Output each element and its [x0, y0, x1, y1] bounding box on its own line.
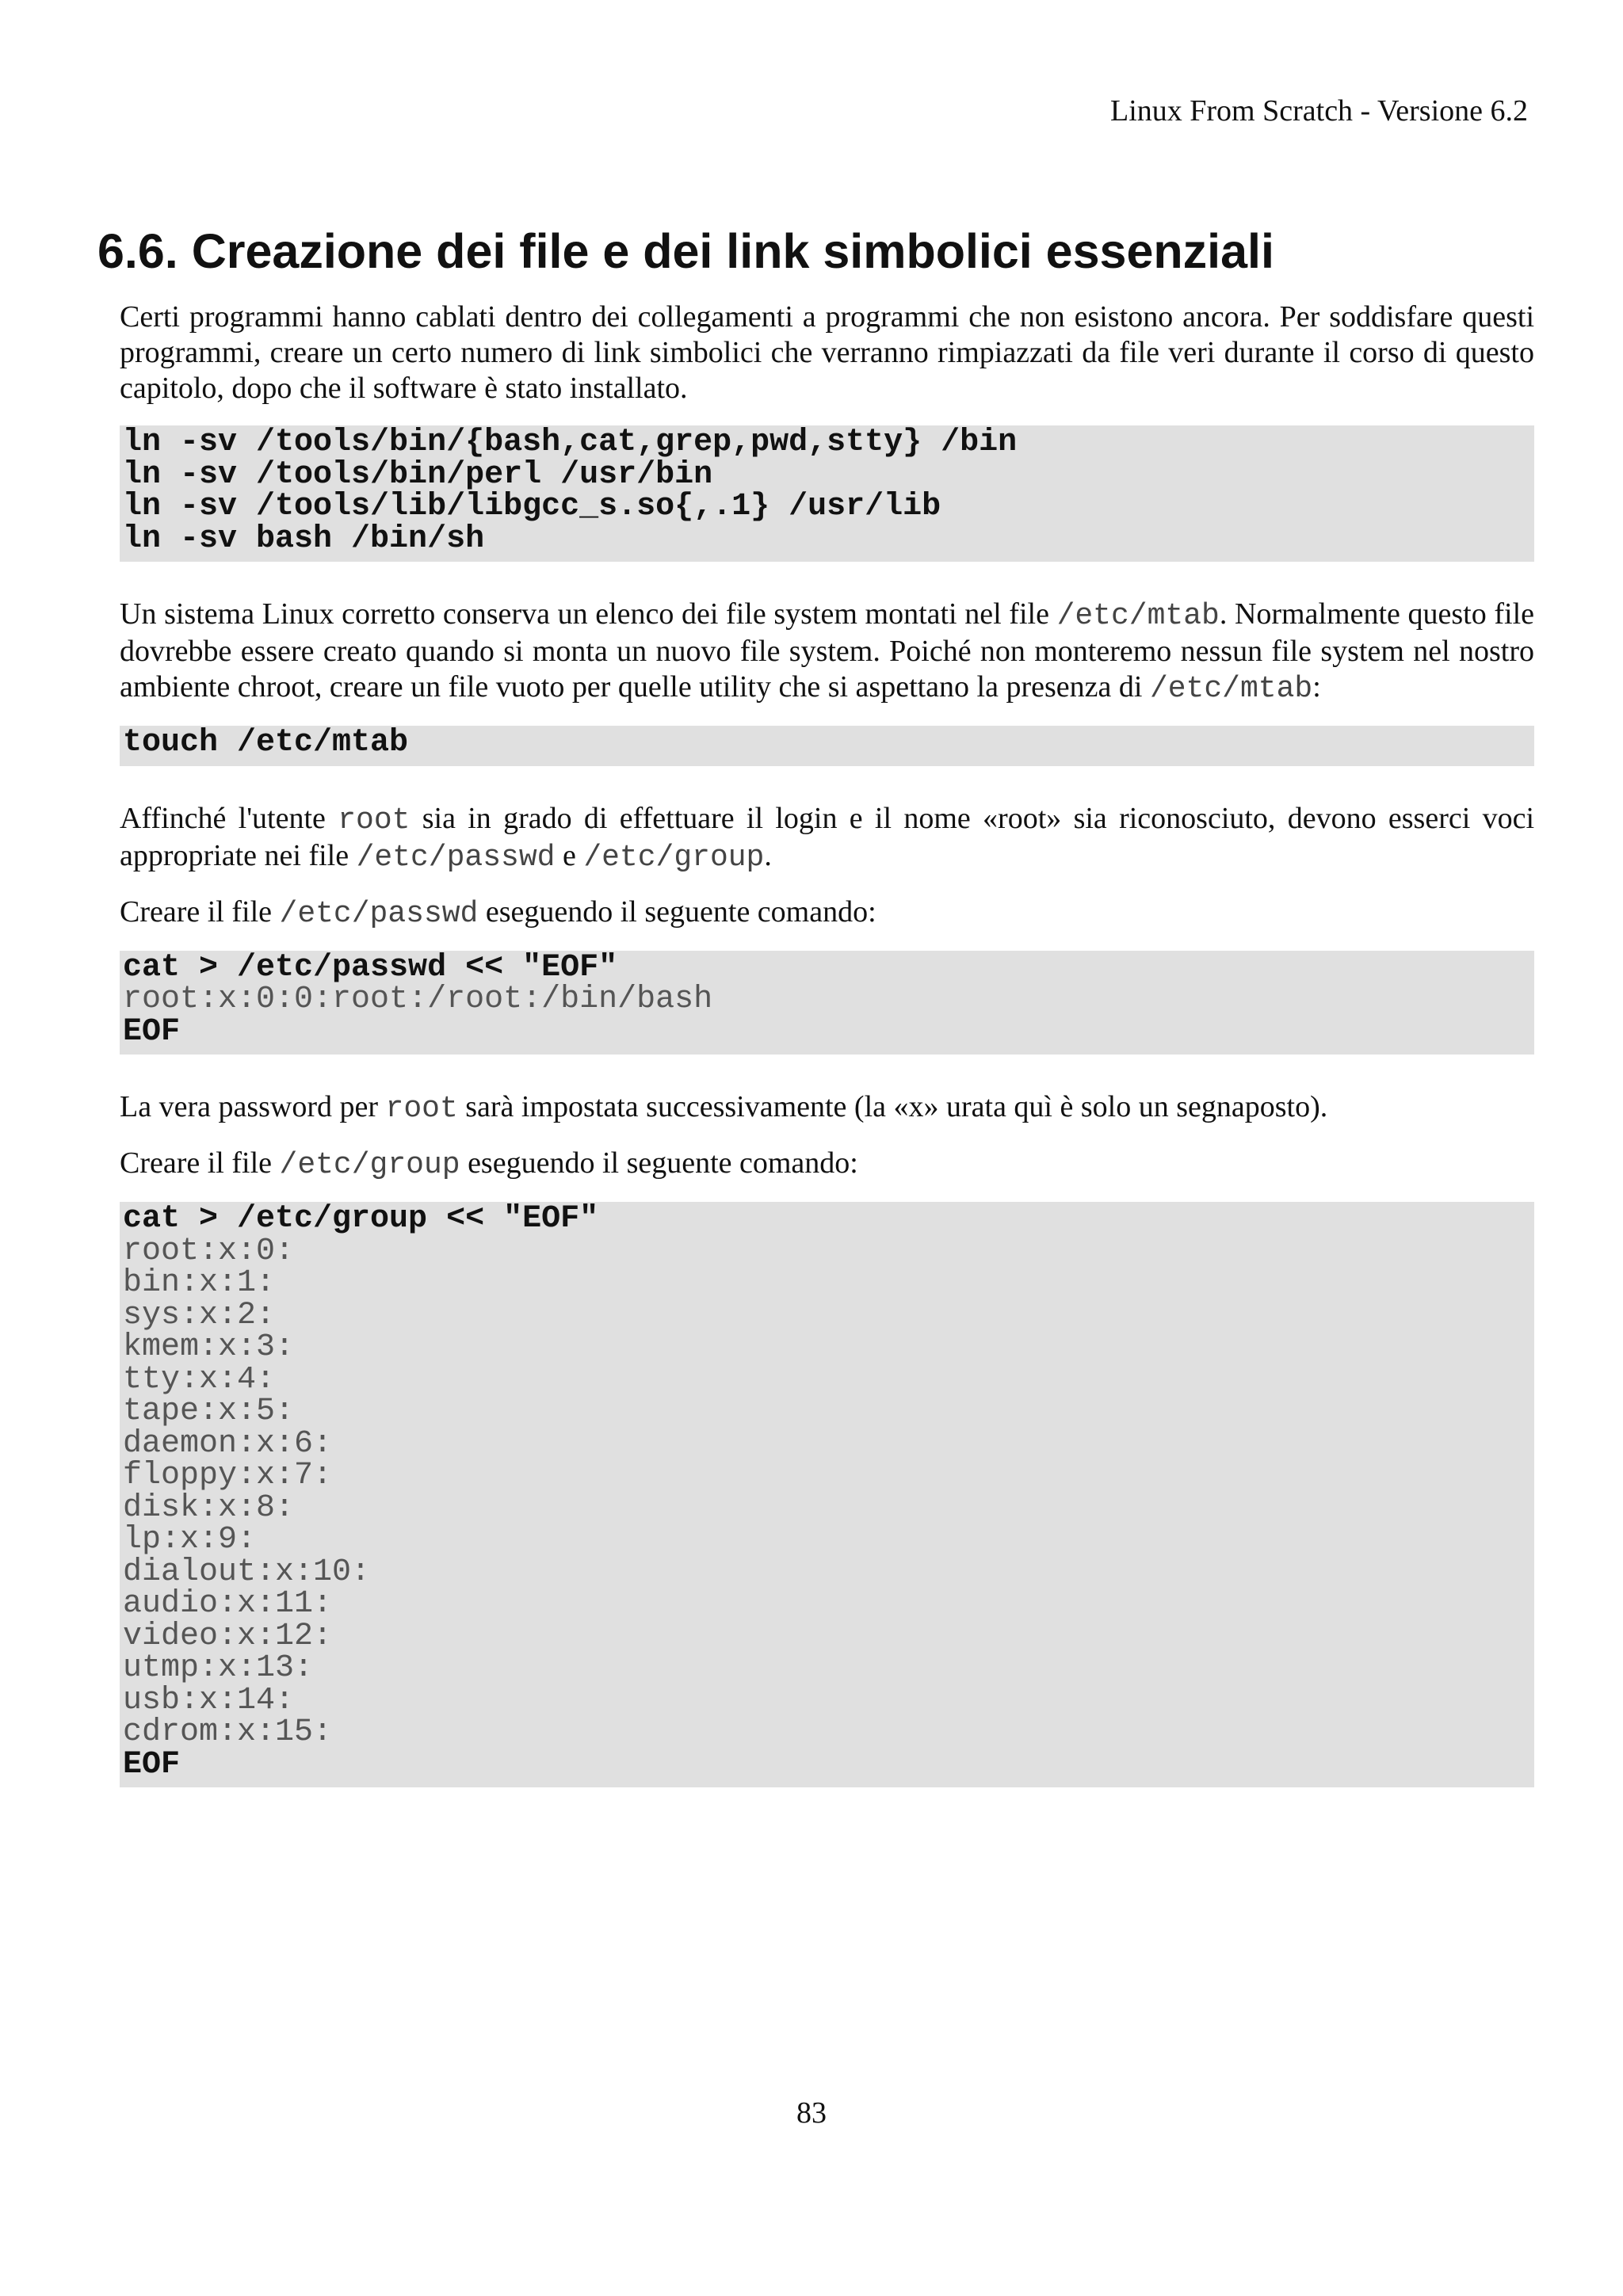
code-line: usb:x:14: [123, 1682, 295, 1718]
text-run: Creare il file [120, 894, 280, 929]
page-number: 83 [796, 2096, 827, 2130]
code-line: ln -sv bash /bin/sh [123, 521, 485, 557]
code-line: root:x:0:0:root:/root:/bin/bash [123, 982, 713, 1017]
code-line: touch /etc/mtab [123, 725, 409, 761]
code-line: sys:x:2: [123, 1297, 276, 1333]
code-line: video:x:12: [123, 1618, 333, 1654]
text-run: Un sistema Linux corretto conserva un elenco dei file system montati nel file [120, 597, 1057, 631]
text-run: La vera password per [120, 1090, 386, 1123]
inline-code: root [385, 1092, 458, 1126]
text-run: sia in grado di effettuare il login e il nome «root» sia riconosciuto, devono esserci voci appropriate nei file [120, 801, 1535, 872]
code-line: cat > /etc/passwd << "EOF" [123, 949, 618, 986]
inline-code: root [338, 803, 411, 837]
code-line: lp:x:9: [123, 1522, 257, 1558]
code-line: cdrom:x:15: [123, 1714, 333, 1750]
inline-code: /etc/mtab [1149, 672, 1313, 706]
code-line: ln -sv /tools/bin/{bash,cat,grep,pwd,stty} /bin [123, 425, 1018, 460]
mtab-paragraph [120, 597, 1534, 707]
code-line: cat > /etc/group << "EOF" [123, 1201, 599, 1237]
code-line: audio:x:11: [123, 1586, 333, 1622]
code-line: ln -sv /tools/bin/perl /usr/bin [123, 456, 713, 493]
inline-code: /etc/mtab [1056, 599, 1220, 633]
code-line: bin:x:1: [123, 1265, 276, 1301]
text-run: . Normalmente questo file dovrebbe essere creato quando si monta un nuovo file system. Poiché non monteremo nessun file system nel nostro ambiente chroot, creare un file vuoto per quelle utility che si aspettano la presenza di [120, 597, 1534, 704]
text-run: sarà impostata successivamente (la «x» urata quì è solo un segnaposto). [457, 1090, 1328, 1123]
text-run: Affinché l'utente [120, 801, 338, 835]
code-line: utmp:x:13: [123, 1650, 314, 1686]
code-line: root:x:0: [123, 1233, 295, 1269]
text-run: eseguendo il seguente comando: [478, 894, 876, 929]
code-line: EOF [123, 1746, 181, 1783]
create-passwd-paragraph [120, 894, 1534, 932]
root-user-paragraph [120, 801, 1534, 875]
inline-code: /etc/group [583, 840, 765, 875]
symlink-commands-block [120, 425, 1534, 562]
touch-mtab-block [120, 726, 1534, 766]
code-line: daemon:x:6: [123, 1425, 333, 1462]
text-run: e [555, 838, 584, 872]
section-title: 6.6. Creazione dei file e dei link simbolici essenziali [97, 224, 1274, 278]
section-body [120, 299, 1534, 1822]
code-line: EOF [123, 1013, 181, 1050]
text-run: eseguendo il seguente comando: [460, 1146, 858, 1180]
text-run: : [1312, 670, 1321, 704]
inline-code: /etc/passwd [356, 840, 556, 875]
code-line: kmem:x:3: [123, 1329, 295, 1365]
text-run: . [764, 838, 772, 872]
password-note-paragraph [120, 1089, 1534, 1127]
code-line: tape:x:5: [123, 1394, 295, 1429]
group-heredoc-block [120, 1202, 1534, 1787]
code-line: dialout:x:10: [123, 1554, 371, 1590]
inline-code: /etc/passwd [279, 896, 479, 931]
code-line: disk:x:8: [123, 1489, 295, 1526]
code-line: tty:x:4: [123, 1361, 276, 1398]
create-group-paragraph [120, 1146, 1534, 1183]
text-run: Creare il file [120, 1146, 280, 1180]
running-header: Linux From Scratch - Versione 6.2 [1110, 94, 1528, 128]
code-line: ln -sv /tools/lib/libgcc_s.so{,.1} /usr/lib [123, 489, 941, 524]
inline-code: /etc/group [279, 1148, 460, 1182]
passwd-heredoc-block [120, 951, 1534, 1055]
code-line: floppy:x:7: [123, 1458, 333, 1493]
intro-paragraph: Certi programmi hanno cablati dentro dei collegamenti a programmi che non esistono ancora. Per soddisfare questi programmi, creare un certo numero di link simbolici che verranno rimpiazzati da file veri durante il corso di questo capitolo, dopo che il software è stato installato. [120, 300, 1534, 405]
